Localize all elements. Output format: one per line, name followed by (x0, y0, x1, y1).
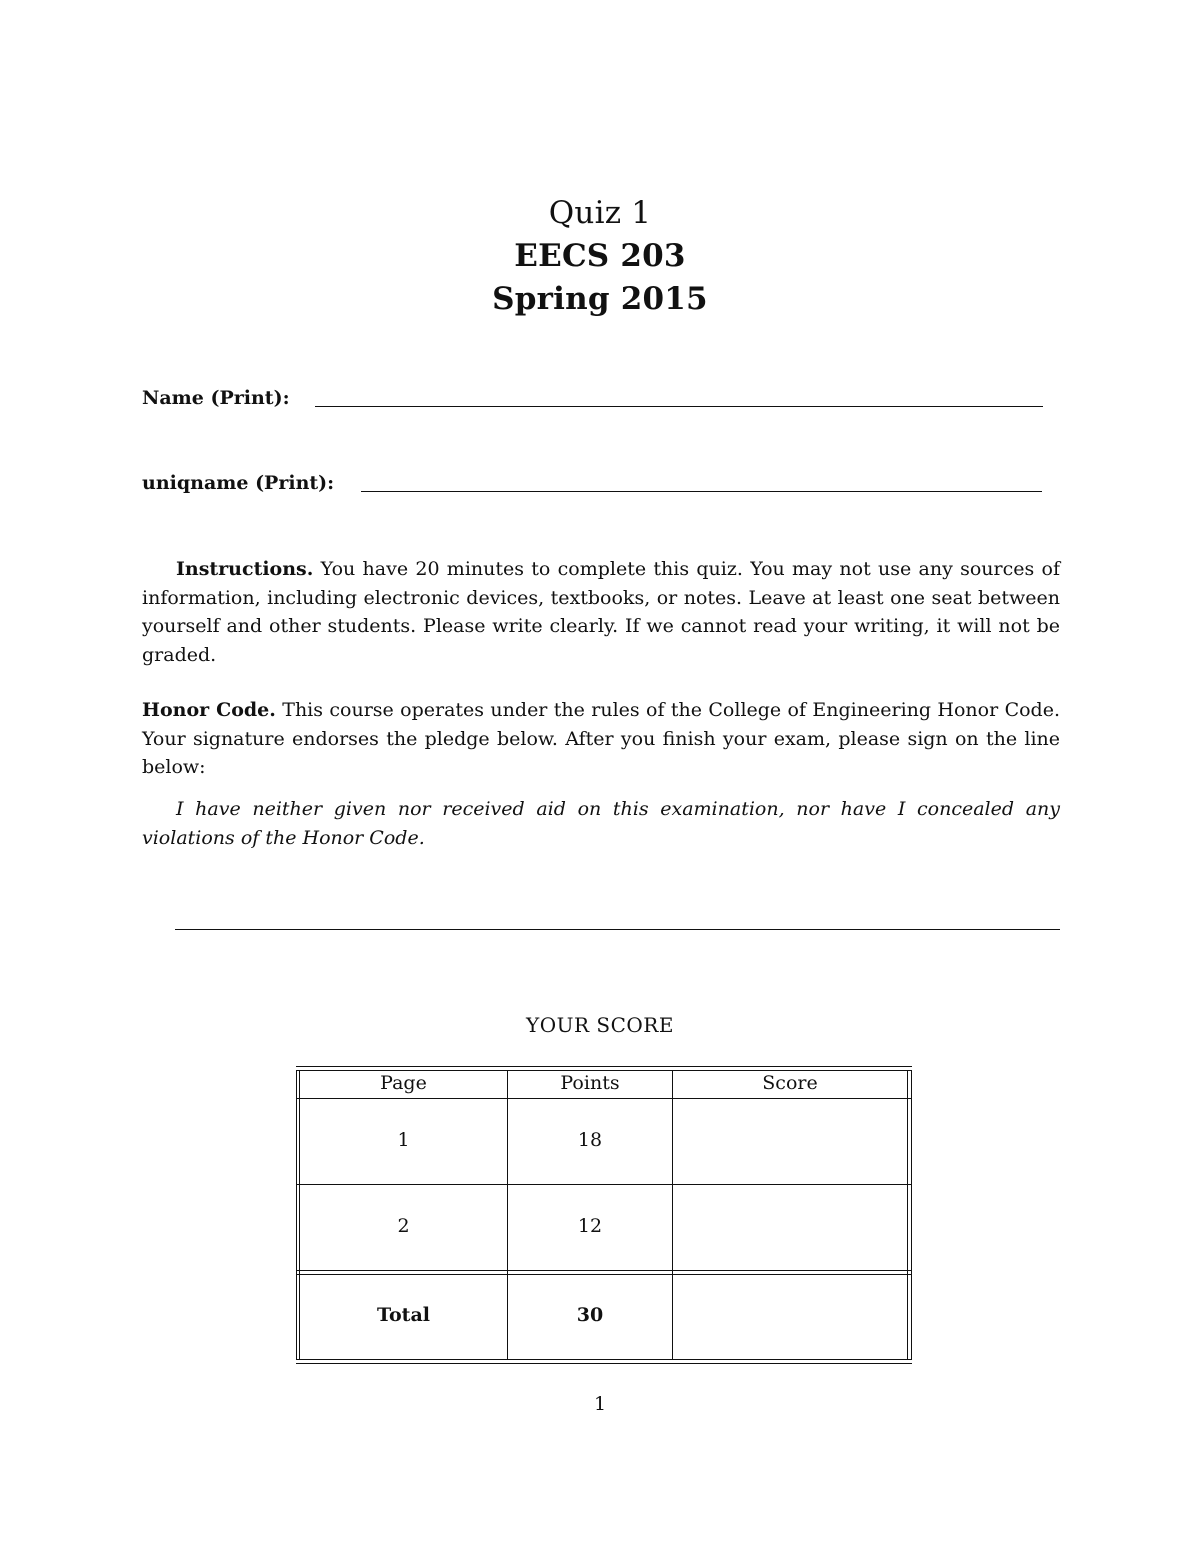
name-field (142, 387, 1042, 413)
honor-code-text: This course operates under the rules of the College of Engineering Honor Code. Your signature endorses the pledge below. After you finish your exam, please sign on the line below: (142, 699, 1060, 778)
honor-code-paragraph (142, 696, 1060, 782)
col-header-score: Score (762, 1072, 818, 1094)
table-rule (672, 1070, 673, 1359)
table-rule (296, 1066, 912, 1067)
instructions-text: You have 20 minutes to complete this quiz. You may not use any sources of information, including electronic devices, textbooks, or notes. Leave at least one seat between yourself and other students. Please write clearly. If we cannot read your writing, it will not be graded. (142, 558, 1060, 666)
table-rule (296, 1363, 912, 1364)
row-2-page: 2 (397, 1215, 410, 1237)
table-rule (296, 1270, 912, 1271)
uniqname-label: uniqname (Print): (142, 472, 335, 494)
course-code: EECS 203 (514, 238, 686, 274)
table-rule (296, 1070, 912, 1071)
table-rule (911, 1070, 912, 1359)
table-rule (296, 1070, 297, 1359)
name-write-line[interactable] (315, 406, 1043, 407)
total-label: Total (377, 1304, 430, 1326)
score-table (296, 1066, 912, 1366)
uniqname-write-line[interactable] (361, 491, 1042, 492)
table-rule (296, 1184, 912, 1185)
col-header-page: Page (380, 1072, 427, 1094)
table-rule (907, 1070, 908, 1359)
instructions-paragraph (142, 555, 1060, 669)
score-heading: YOUR SCORE (526, 1013, 674, 1037)
name-label: Name (Print): (142, 387, 290, 409)
signature-line[interactable] (175, 929, 1060, 930)
row-2-points: 12 (577, 1215, 603, 1237)
table-rule (296, 1359, 912, 1360)
col-header-points: Points (560, 1072, 620, 1094)
term: Spring 2015 (492, 281, 708, 317)
uniqname-field (142, 472, 1042, 498)
row-1-points: 18 (577, 1129, 603, 1151)
table-rule (296, 1098, 912, 1099)
honor-pledge: I have neither given nor received aid on this examination, nor have I concealed any violations of the Honor Code. (142, 798, 1060, 849)
table-rule (296, 1274, 912, 1275)
total-points: 30 (576, 1304, 604, 1326)
row-1-page: 1 (397, 1129, 410, 1151)
instructions-lead: Instructions. (176, 558, 314, 580)
quiz-title: Quiz 1 (548, 195, 652, 231)
title-block (0, 192, 1200, 321)
page-number: 1 (593, 1393, 607, 1415)
honor-code-lead: Honor Code. (142, 699, 276, 721)
